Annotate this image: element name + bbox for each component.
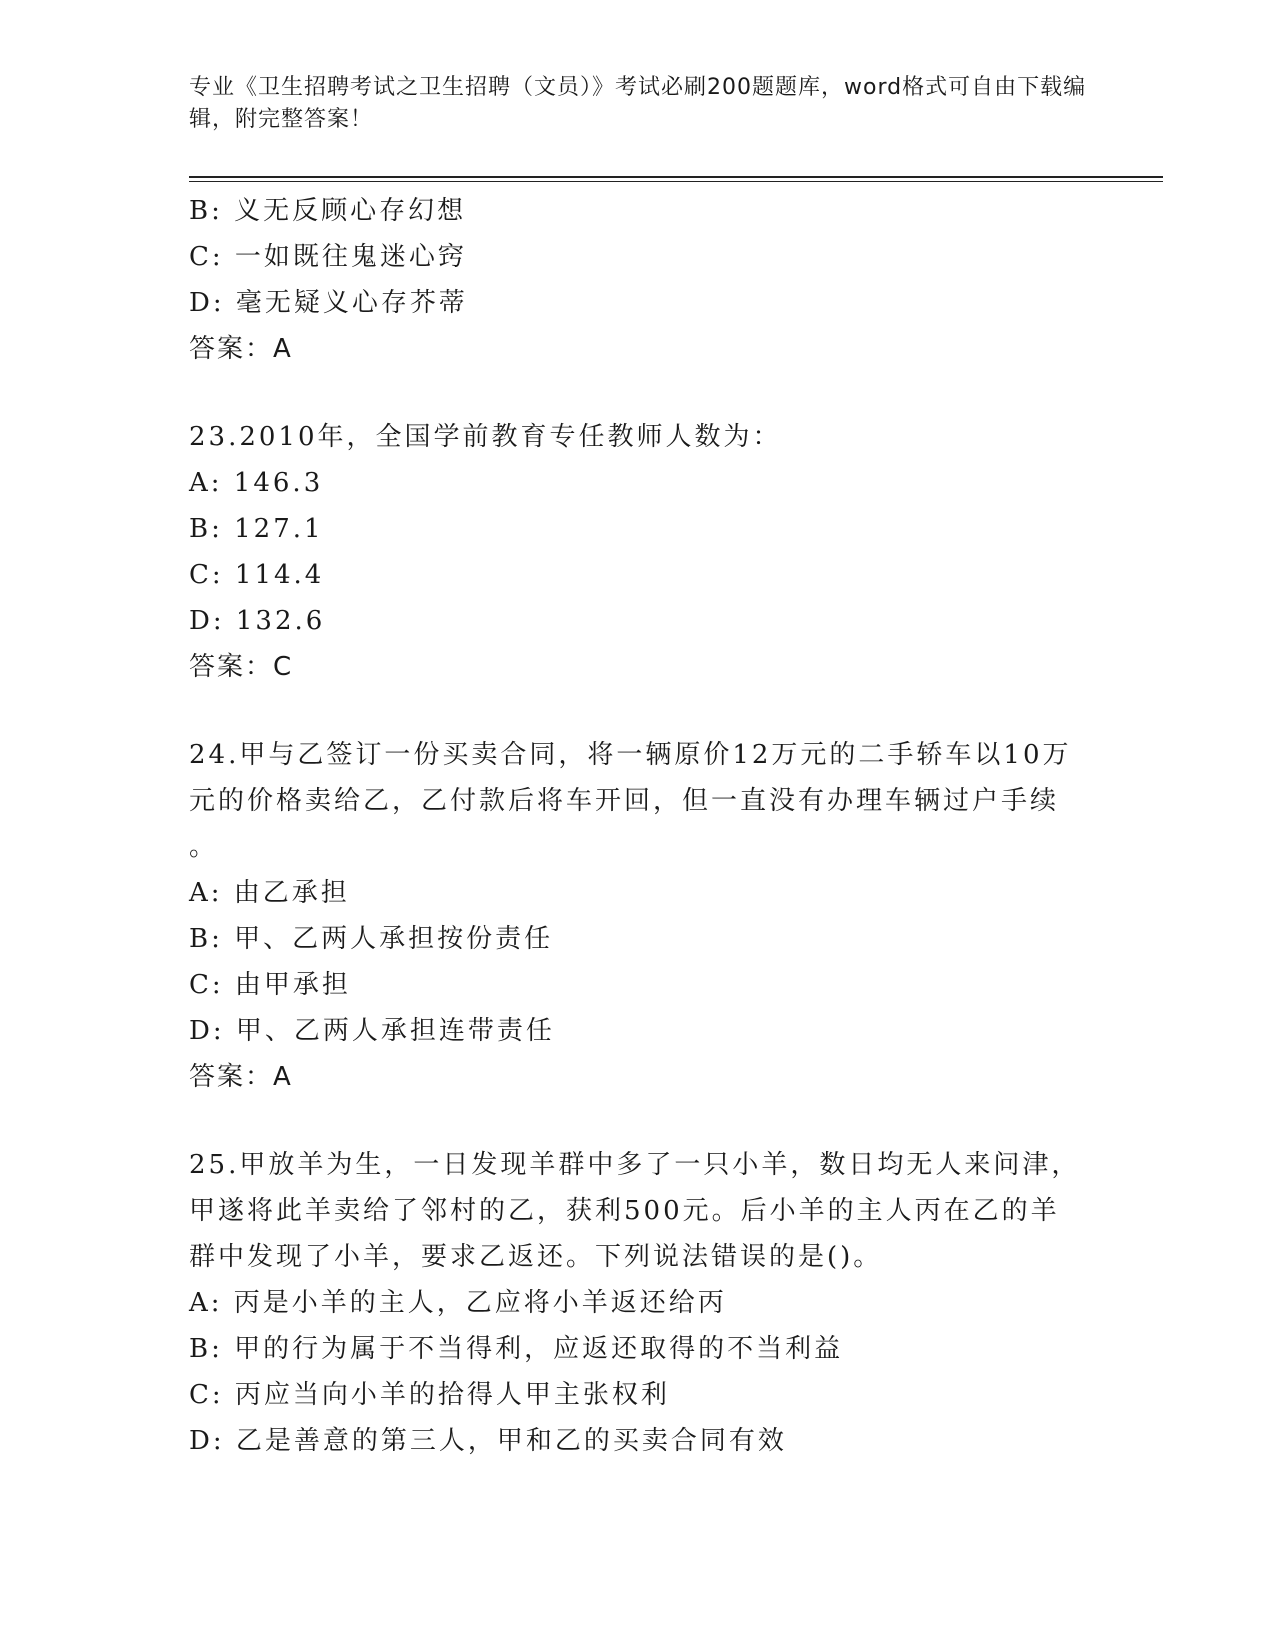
- question-stem-line-2: 甲遂将此羊卖给了邻村的乙，获利500元。后小羊的主人丙在乙的羊: [189, 1196, 1060, 1226]
- option-a: A: 由乙承担: [189, 878, 350, 908]
- option-d: D: 132.6: [189, 606, 326, 636]
- answer-label: 答案：A: [189, 1062, 293, 1092]
- question-24: [189, 732, 1089, 1100]
- question-25: [189, 1142, 1089, 1464]
- question-stem: 23.2010年，全国学前教育专任教师人数为：: [189, 422, 782, 452]
- question-stem-line-1: 24.甲与乙签订一份买卖合同，将一辆原价12万元的二手轿车以10万: [189, 740, 1072, 770]
- option-d: D: 毫无疑义心存芥蒂: [189, 288, 468, 318]
- option-b: B: 义无反顾心存幻想: [189, 196, 467, 226]
- question-23: [189, 414, 1089, 690]
- question-stem-line-1: 25.甲放羊为生，一日发现羊群中多了一只小羊，数日均无人来问津，: [189, 1150, 1081, 1180]
- option-c: C: 114.4: [189, 560, 325, 590]
- answer-label: 答案：C: [189, 652, 294, 682]
- option-d: D: 乙是善意的第三人，甲和乙的买卖合同有效: [189, 1426, 787, 1456]
- question-content: [189, 188, 1089, 1464]
- option-b: B: 甲的行为属于不当得利，应返还取得的不当利益: [189, 1334, 844, 1364]
- question-stem-line-3: 。: [189, 832, 219, 862]
- option-c: C: 由甲承担: [189, 970, 351, 1000]
- option-c: C: 一如既往鬼迷心窍: [189, 242, 467, 272]
- question-22: [189, 188, 1089, 372]
- option-d: D: 甲、乙两人承担连带责任: [189, 1016, 555, 1046]
- spacer: [189, 1100, 1089, 1142]
- spacer: [189, 372, 1089, 414]
- spacer: [189, 690, 1089, 732]
- option-a: A: 146.3: [189, 468, 324, 498]
- option-b: B: 甲、乙两人承担按份责任: [189, 924, 554, 954]
- question-stem-line-2: 元的价格卖给乙，乙付款后将车开回，但一直没有办理车辆过户手续: [189, 786, 1060, 816]
- header-divider-thick: [189, 176, 1163, 178]
- header-divider-thin: [189, 181, 1163, 182]
- option-b: B: 127.1: [189, 514, 324, 544]
- option-c: C: 丙应当向小羊的拾得人甲主张权利: [189, 1380, 670, 1410]
- document-header: 专业《卫生招聘考试之卫生招聘（文员）》考试必刷200题题库，word格式可自由下载编辑，附完整答案！: [189, 75, 1087, 132]
- answer-label: 答案：A: [189, 334, 293, 364]
- option-a: A: 丙是小羊的主人，乙应将小羊返还给丙: [189, 1288, 727, 1318]
- question-stem-line-3: 群中发现了小羊，要求乙返还。下列说法错误的是()。: [189, 1242, 883, 1272]
